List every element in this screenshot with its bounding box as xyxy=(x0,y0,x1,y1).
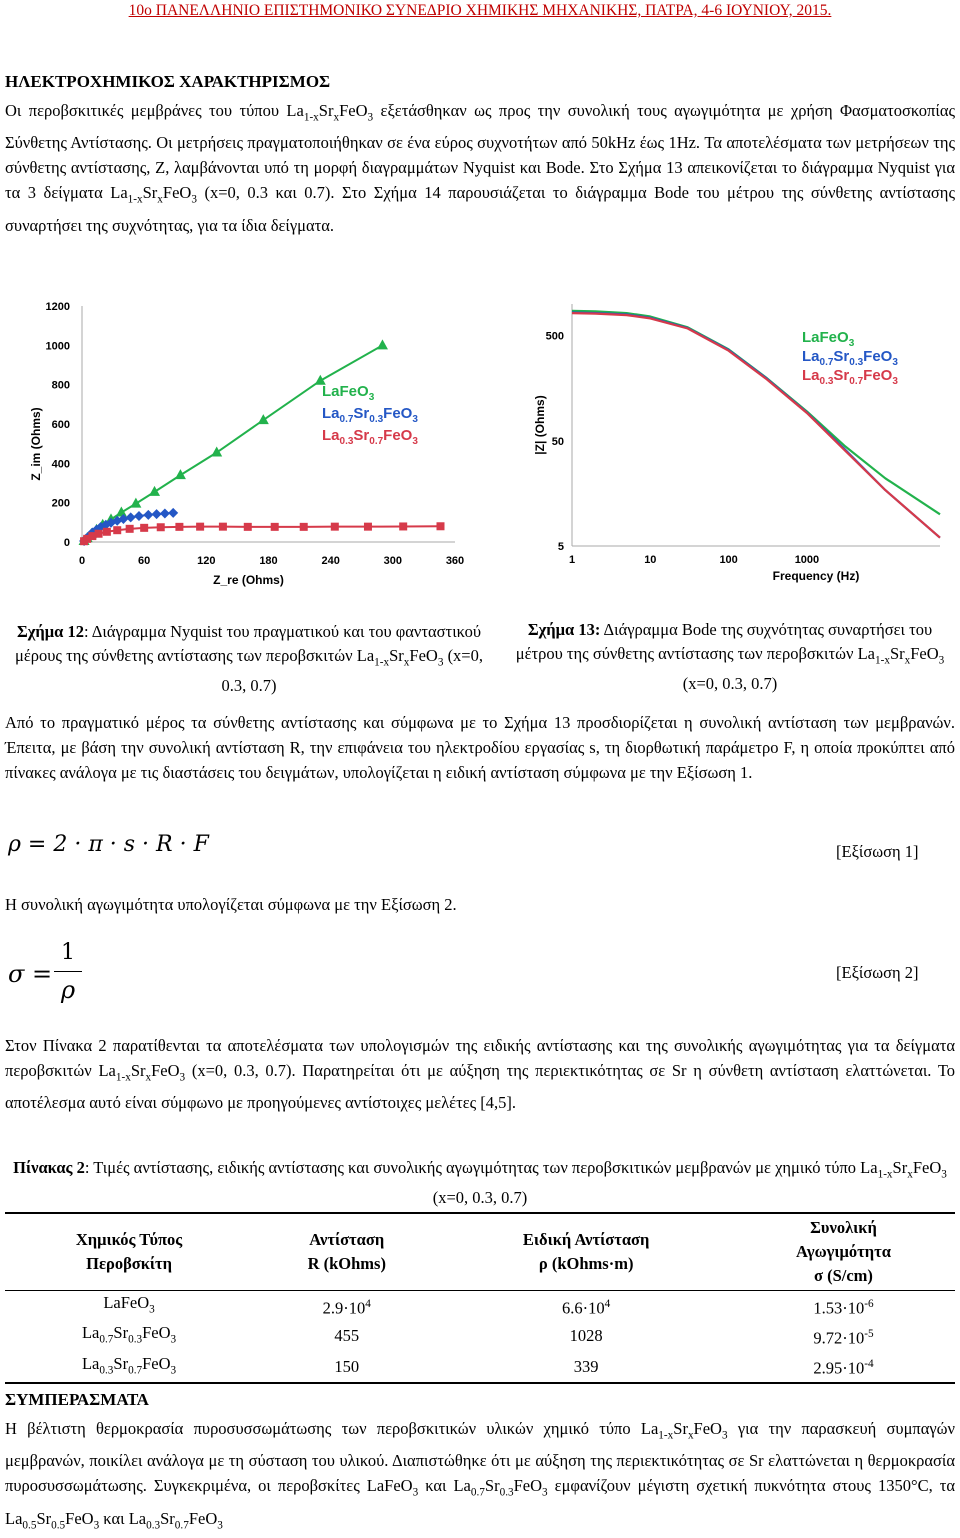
legend-entry: LaFeO$_3$ xyxy=(802,329,855,349)
data-point xyxy=(113,526,121,534)
data-point xyxy=(175,523,183,531)
table-cell-resistance: 150 xyxy=(253,1352,440,1383)
data-point xyxy=(196,523,204,531)
paragraph-resistance: Από το πραγματικό μέρος τα σύνθετης αντίστασης και σύμφωνα με το Σχήμα 13 προσδιορίζεται η συνολική αντίσταση των μεμβρανών. Έπειτα, με βάση την συνολική αντίσταση R, την επιφάνεια του ηλεκτροδίου εργασίας s, τη διορθωτική παράμετρο F, η οποία προκύπτει από πίνακες ανάλογα με τις διαστάσεις του δειγμάτων, υπολογίζεται η ειδική αντίσταση σύμφωνα με την Εξίσωση 1. xyxy=(5,713,955,782)
equation-2-numerator: 1 xyxy=(61,940,75,965)
y-tick-label: 400 xyxy=(51,458,70,471)
table-cell-formula: LaFeO$_3$ xyxy=(103,1293,155,1316)
x-axis-label: Z_re (Ohms) xyxy=(213,573,284,587)
data-point xyxy=(130,498,141,508)
data-point xyxy=(126,512,136,522)
table-cell-conductivity: $2.95\cdot 10^{-4}$ xyxy=(732,1352,955,1383)
legend-entry: $La_{0.3}Sr_{0.7}FeO_3$ xyxy=(322,427,418,447)
x-axis-label: Frequency (Hz) xyxy=(772,569,860,583)
x-tick-label: 0 xyxy=(78,555,86,567)
equation-2-denominator: ρ xyxy=(60,976,76,1004)
table-cell-resistivity: $6.6\cdot 10^4$ xyxy=(562,1297,611,1318)
y-tick-label: 5 xyxy=(557,541,564,553)
legend-entry: $La_{0.7}Sr_{0.3}FeO_3$ xyxy=(322,405,418,425)
data-point xyxy=(271,523,279,531)
nyquist-chart xyxy=(10,292,470,604)
table-cell-resistance: 455 xyxy=(334,1326,360,1346)
data-point xyxy=(95,530,103,538)
results-table xyxy=(5,1212,955,1384)
y-tick-label: 1000 xyxy=(45,340,70,353)
x-tick-label: 100 xyxy=(719,554,738,566)
section-title-electrochemical: ΗΛΕΚΤΡΟΧΗΜΙΚΟΣ ΧΑΡΑΚΤΗΡΙΣΜΟΣ xyxy=(5,72,331,91)
data-point xyxy=(258,414,269,424)
data-point xyxy=(134,511,144,521)
legend-entry: $La_{0.3}Sr_{0.7}FeO_3$ xyxy=(802,367,898,387)
table-2-caption: Πίνακας 2: Τιμές αντίστασης, ειδικής αντίστασης και συνολικής αγωγιμότητας των περοβσκιτικών μεμβρανών με χημικό τύπο $La_{1-x}Sr_xFeO_3$ (x=0, 0.3, 0.7) xyxy=(13,1158,947,1208)
data-point xyxy=(364,523,372,531)
y-tick-label: 200 xyxy=(51,497,70,510)
data-point xyxy=(140,524,148,532)
table-cell-resistivity: 339 xyxy=(440,1352,732,1383)
data-point xyxy=(168,508,178,518)
table-header-resistivity: Ειδική Αντίσταση ρ (kOhms·m) xyxy=(440,1213,732,1291)
data-point xyxy=(211,447,222,457)
data-point xyxy=(175,469,186,479)
y-tick-label: 1200 xyxy=(45,301,70,313)
data-point xyxy=(143,510,153,520)
table-cell-conductivity: $1.53\cdot 10^{-6}$ xyxy=(813,1297,874,1318)
series-line xyxy=(572,313,940,538)
x-tick-label: 1 xyxy=(568,554,576,566)
data-point xyxy=(377,339,388,349)
data-point xyxy=(219,523,227,531)
legend-entry: $La_{0.7}Sr_{0.3}FeO_3$ xyxy=(802,348,898,368)
x-tick-label: 300 xyxy=(383,555,403,567)
equation-1: ρ = 2 · π · s · R · F xyxy=(8,832,209,857)
y-axis-label: |Z| (Ohms) xyxy=(533,395,547,455)
data-point xyxy=(116,507,127,517)
data-point xyxy=(436,522,444,530)
table-header-resistance: Αντίσταση R (kOhms) xyxy=(253,1213,440,1291)
data-point xyxy=(300,523,308,531)
table-row xyxy=(5,1352,955,1383)
table-cell-formula: $La_{0.3}Sr_{0.7}FeO_3$ xyxy=(5,1352,253,1383)
paragraph-table-intro: Στον Πίνακα 2 παρατίθενται τα αποτελέσματα των υπολογισμών της ειδικής αντίστασης και της συνολικής αγωγιμότητας για τα δείγματα περοβσκιτών $La_{1-x}Sr_xFeO_3$ (x=0, 0.3, 0.7). Παρατηρείται ότι με αύξηση της περιεκτικότητας σε Sr η σύνθετη αντίσταση ελαττώνεται. Το αποτέλεσμα αυτό είναι σύμφωνο με προηγούμενες αντίστοιχες μελέτες [4,5]. xyxy=(5,1036,956,1113)
paragraph-conductivity: Η συνολική αγωγιμότητα υπολογίζεται σύμφωνα με την Εξίσωση 2. xyxy=(5,895,457,914)
y-axis-label: Z_im (Ohms) xyxy=(29,407,43,481)
equation-2-label: [Εξίσωση 2] xyxy=(836,963,919,982)
series-line xyxy=(572,313,940,538)
figure-12-caption: Σχήμα 12: Διάγραμμα Nyquist του πραγματικού και του φανταστικού μέρους της σύνθετης αντίστασης των περοβσκιτών $La_{1-x}Sr_xFeO_3$ (x=0, 0.3, 0.7) xyxy=(15,622,483,696)
y-tick-label: 800 xyxy=(51,379,70,392)
legend-entry: LaFeO$_3$ xyxy=(322,383,375,403)
table-cell-resistance: $2.9\cdot 10^4$ xyxy=(322,1297,371,1318)
data-point xyxy=(103,528,111,536)
x-tick-label: 60 xyxy=(138,555,151,567)
table-row xyxy=(5,1291,955,1322)
x-tick-label: 1000 xyxy=(794,554,820,566)
data-point xyxy=(244,523,252,531)
y-tick-label: 50 xyxy=(551,435,564,448)
y-tick-label: 600 xyxy=(51,419,70,431)
data-point xyxy=(149,486,160,496)
series-line xyxy=(572,311,940,514)
x-tick-label: 180 xyxy=(259,555,278,567)
x-tick-label: 10 xyxy=(644,554,657,566)
paragraph-conclusions: Η βέλτιστη θερμοκρασία πυροσυσσωμάτωσης των περοβσκιτικών υλικών χημικό τύπο $La_{1-x}Sr_xFeO_3$ για την παρασκευή συμπαγών μεμβρανών, ποικίλει ανάλογα με τη σύσταση του υλικού. Διαπιστώθηκε ότι με αύξηση της περιεκτικότητας σε Sr ελαττώνεται η θερμοκρασία πυροσυσσωμάτωσης. Συγκεκριμένα, οι περοβσκίτες LaFeO$_3$ και $La_{0.7}Sr_{0.3}FeO_3$ εμφανίζουν μέγιστη σχετική πυκνότητα στους 1350°C, τα $La_{0.5}Sr_{0.5}FeO_3$ και $La_{0.3}Sr_{0.7}FeO_3$ xyxy=(5,1419,955,1531)
table-header-conductivity: Συνολική Αγωγιμότητα σ (S/cm) xyxy=(732,1213,955,1291)
table-row xyxy=(5,1321,955,1351)
equation-2-fraction-bar xyxy=(54,971,82,972)
data-point xyxy=(152,509,162,519)
data-point xyxy=(126,525,134,533)
table-cell-resistivity: 1028 xyxy=(569,1326,603,1346)
paragraph-intro: Οι περοβσκιτικές μεμβράνες του τύπου $La_{1-x}Sr_xFeO_3$ εξετάσθηκαν ως προς την συνολική τους αγωγιμότητα με χρήση Φασματοσκοπίας Σύνθετης Αντίστασης. Οι μετρήσεις πραγματοποιήθηκαν σε ένα εύρος συχνοτήτων από 50kHz έως 1Hz. Τα αποτελέσματα των μετρήσεων της σύνθετης αντίστασης, Z, λαμβάνονται υπό τη μορφή διαγραμμάτων Nyquist και Bode. Στο Σχήμα 13 απεικονίζεται το διάγραμμα Nyquist για τα 3 δείγματα $La_{1-x}Sr_xFeO_3$ (x=0, 0.3 και 0.7). Στο Σχήμα 14 παρουσιάζεται το διάγραμμα Bode του μέτρου της σύνθετης αντίστασης συναρτήσει της συχνότητας, για τα ίδια δείγματα. xyxy=(5,101,955,235)
x-tick-label: 240 xyxy=(321,555,340,567)
table-cell-conductivity: $9.72\cdot 10^{-5}$ xyxy=(813,1328,874,1348)
data-point xyxy=(331,523,339,531)
equation-1-label: [Εξίσωση 1] xyxy=(836,842,919,861)
figure-13-caption: Σχήμα 13: Διάγραμμα Bode της συχνότητας συναρτήσει του μέτρου της σύνθετης αντίστασης των περοβσκιτών $La_{1-x}Sr_xFeO_3$ (x=0, 0.3, 0.7) xyxy=(515,620,945,694)
data-point xyxy=(160,508,170,518)
conference-header: 10ο ΠΑΝΕΛΛΗΝΙΟ ΕΠΙΣΤΗΜΟΝΙΚΟ ΣΥΝΕΔΡΙΟ ΧΗΜΙΚΗΣ ΜΗΧΑΝΙΚΗΣ, ΠΑΤΡΑ, 4-6 ΙΟΥΝΙΟΥ, 2015. xyxy=(128,2,832,19)
data-point xyxy=(399,522,407,530)
x-tick-label: 360 xyxy=(445,555,465,567)
x-tick-label: 120 xyxy=(197,555,216,567)
bode-chart xyxy=(510,292,955,592)
table-header-type: Χημικός Τύπος Περοβσκίτη xyxy=(5,1213,253,1291)
data-point xyxy=(157,523,165,531)
table-cell-formula: $La_{0.7}Sr_{0.3}FeO_3$ xyxy=(81,1323,177,1346)
y-tick-label: 500 xyxy=(545,330,564,343)
y-tick-label: 0 xyxy=(63,537,70,549)
section-title-conclusions: ΣΥΜΠΕΡΑΣΜΑΤΑ xyxy=(5,1390,149,1409)
series-line xyxy=(84,526,440,541)
equation-2-lhs: σ = xyxy=(8,960,53,988)
